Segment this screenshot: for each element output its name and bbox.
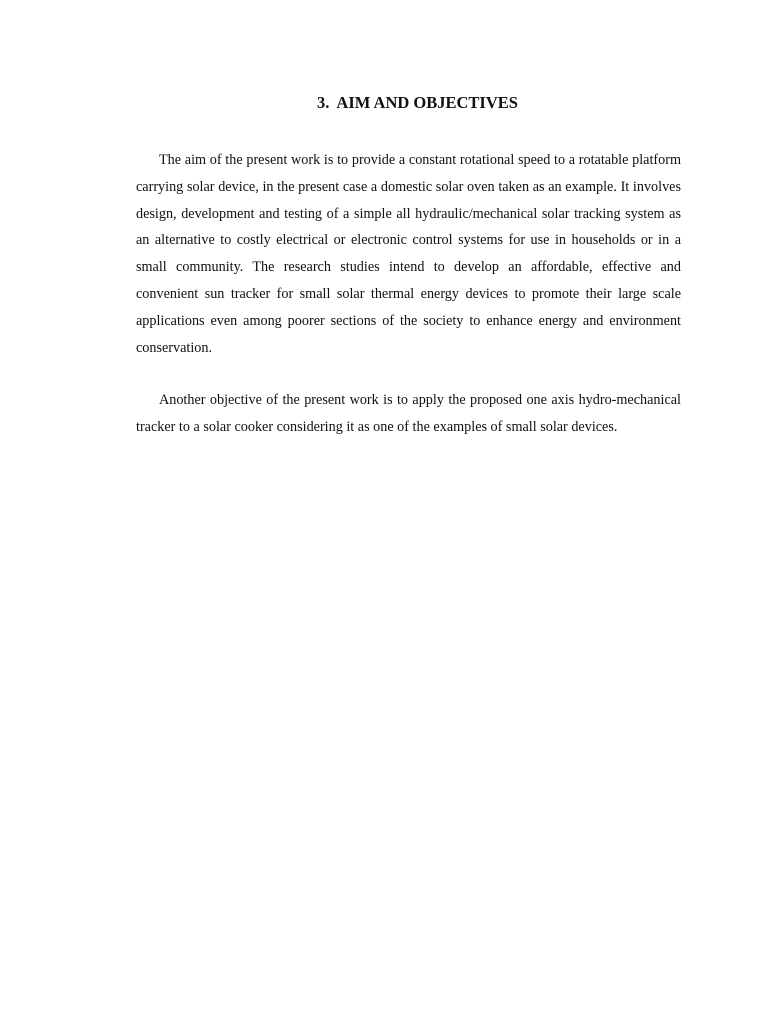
objective-paragraph: Another objective of the present work is to apply the proposed one axis hydro-mechanical tracker to a solar cooker considering it as one of the examples of small solar devices.: [136, 392, 681, 435]
section-number: 3.: [317, 93, 330, 112]
aim-paragraph: The aim of the present work is to provide a constant rotational speed to a rotatable platform carrying solar device, in the present case a domestic solar oven taken as an example. It involves design, development and testing of a simple all hydraulic/mechanical solar tracking system as an alternative to costly electrical or electronic control systems for use in households or in a small community. The research studies intend to develop an affordable, effective and convenient sun tracker for small solar thermal energy devices to promote their large scale applications even among poorer sections of the society to enhance energy and environment conservation.: [136, 152, 681, 356]
section-heading: [136, 92, 681, 114]
section-title: AIM AND OBJECTIVES: [336, 93, 518, 112]
